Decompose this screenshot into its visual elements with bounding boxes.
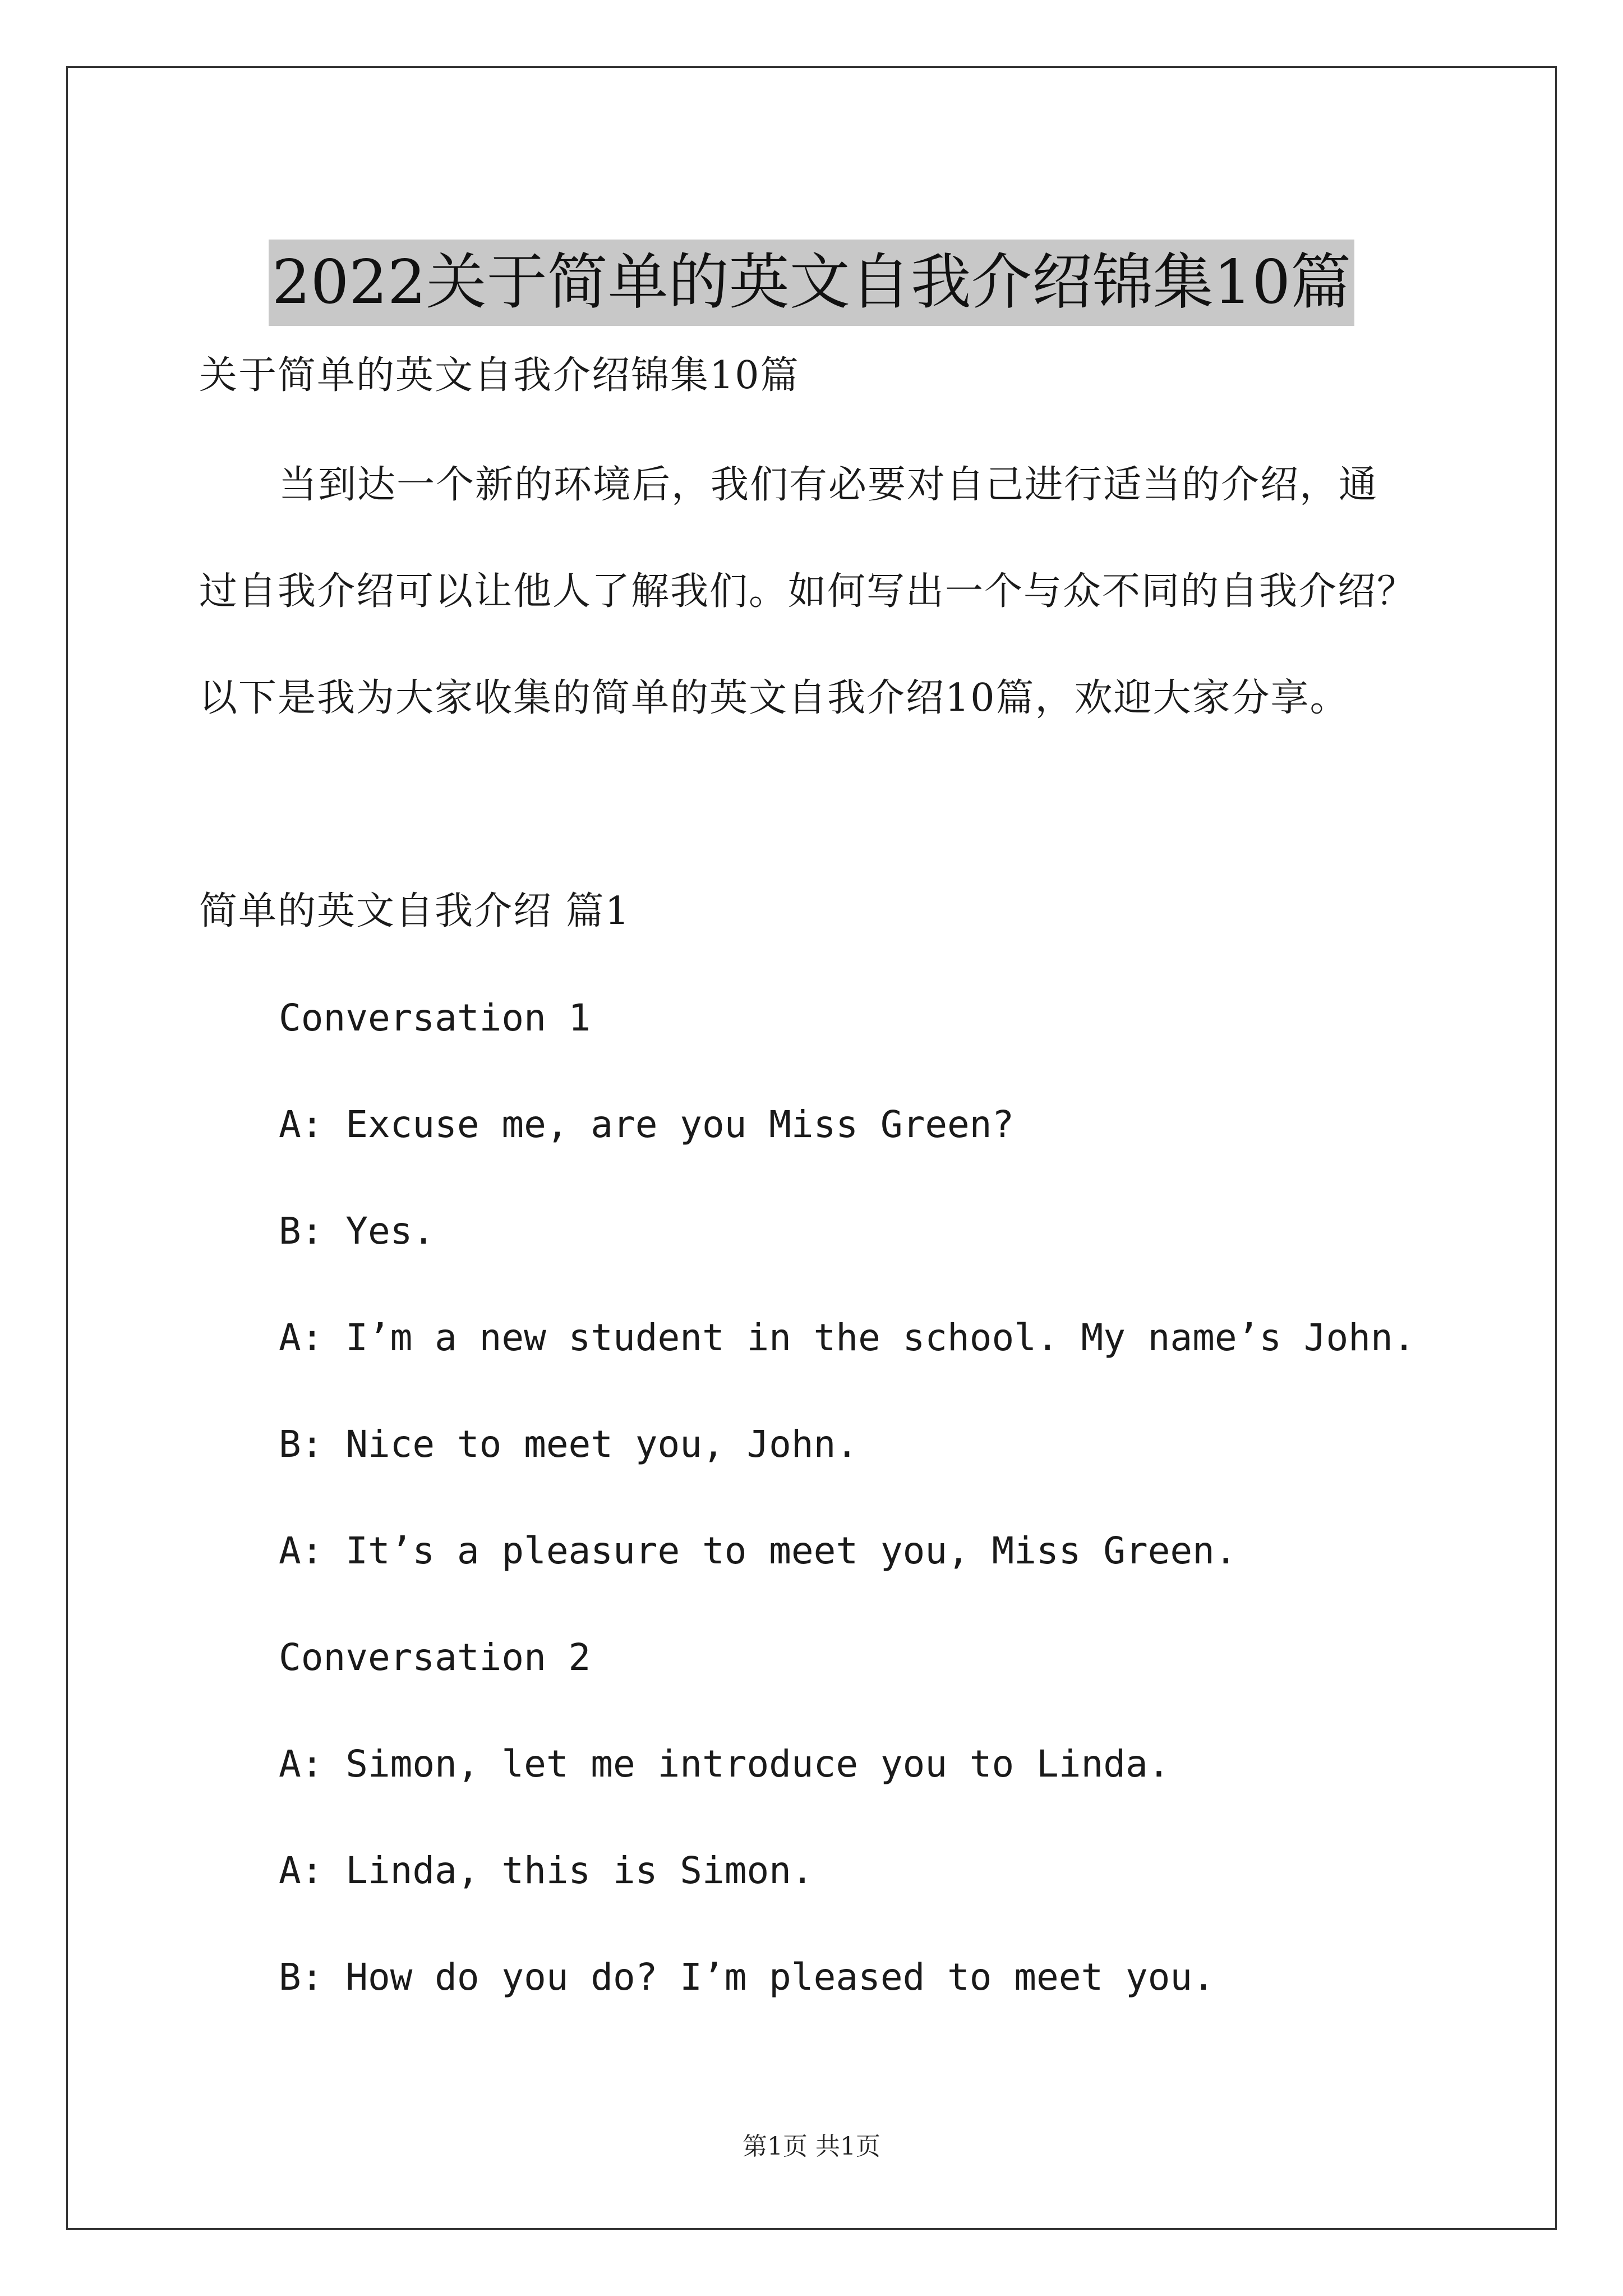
intro-line-2: 过自我介绍可以让他人了解我们。如何写出一个与众不同的自我介绍？	[199, 569, 1417, 614]
dialogue-line: Conversation 2	[279, 1636, 591, 1679]
dialogue-line: A: Excuse me, are you Miss Green?	[279, 1103, 1015, 1146]
document-subtitle: 关于简单的英文自我介绍锦集10篇	[199, 353, 800, 398]
dialogue-line: A: It’s a pleasure to meet you, Miss Green.	[279, 1529, 1237, 1572]
dialogue-line: B: Yes.	[279, 1209, 435, 1253]
dialogue-line: A: Linda, this is Simon.	[279, 1849, 814, 1892]
document-title: 2022关于简单的英文自我介绍锦集10篇	[269, 240, 1354, 326]
title-container	[0, 199, 1623, 367]
intro-line-1: 当到达一个新的环境后，我们有必要对自己进行适当的介绍，通	[279, 463, 1378, 507]
dialogue-line: A: I’m a new student in the school. My name’s John.	[279, 1316, 1415, 1359]
dialogue-line: Conversation 1	[279, 996, 591, 1039]
dialogue-line: B: How do you do? I’m pleased to meet you.	[279, 1955, 1215, 1999]
intro-line-3: 以下是我为大家收集的简单的英文自我介绍10篇，欢迎大家分享。	[199, 676, 1349, 720]
section-heading: 简单的英文自我介绍 篇1	[199, 889, 630, 933]
dialogue-line: A: Simon, let me introduce you to Linda.	[279, 1742, 1170, 1786]
dialogue-line: B: Nice to meet you, John.	[279, 1423, 859, 1466]
page-footer: 第1页 共1页	[743, 2132, 880, 2161]
